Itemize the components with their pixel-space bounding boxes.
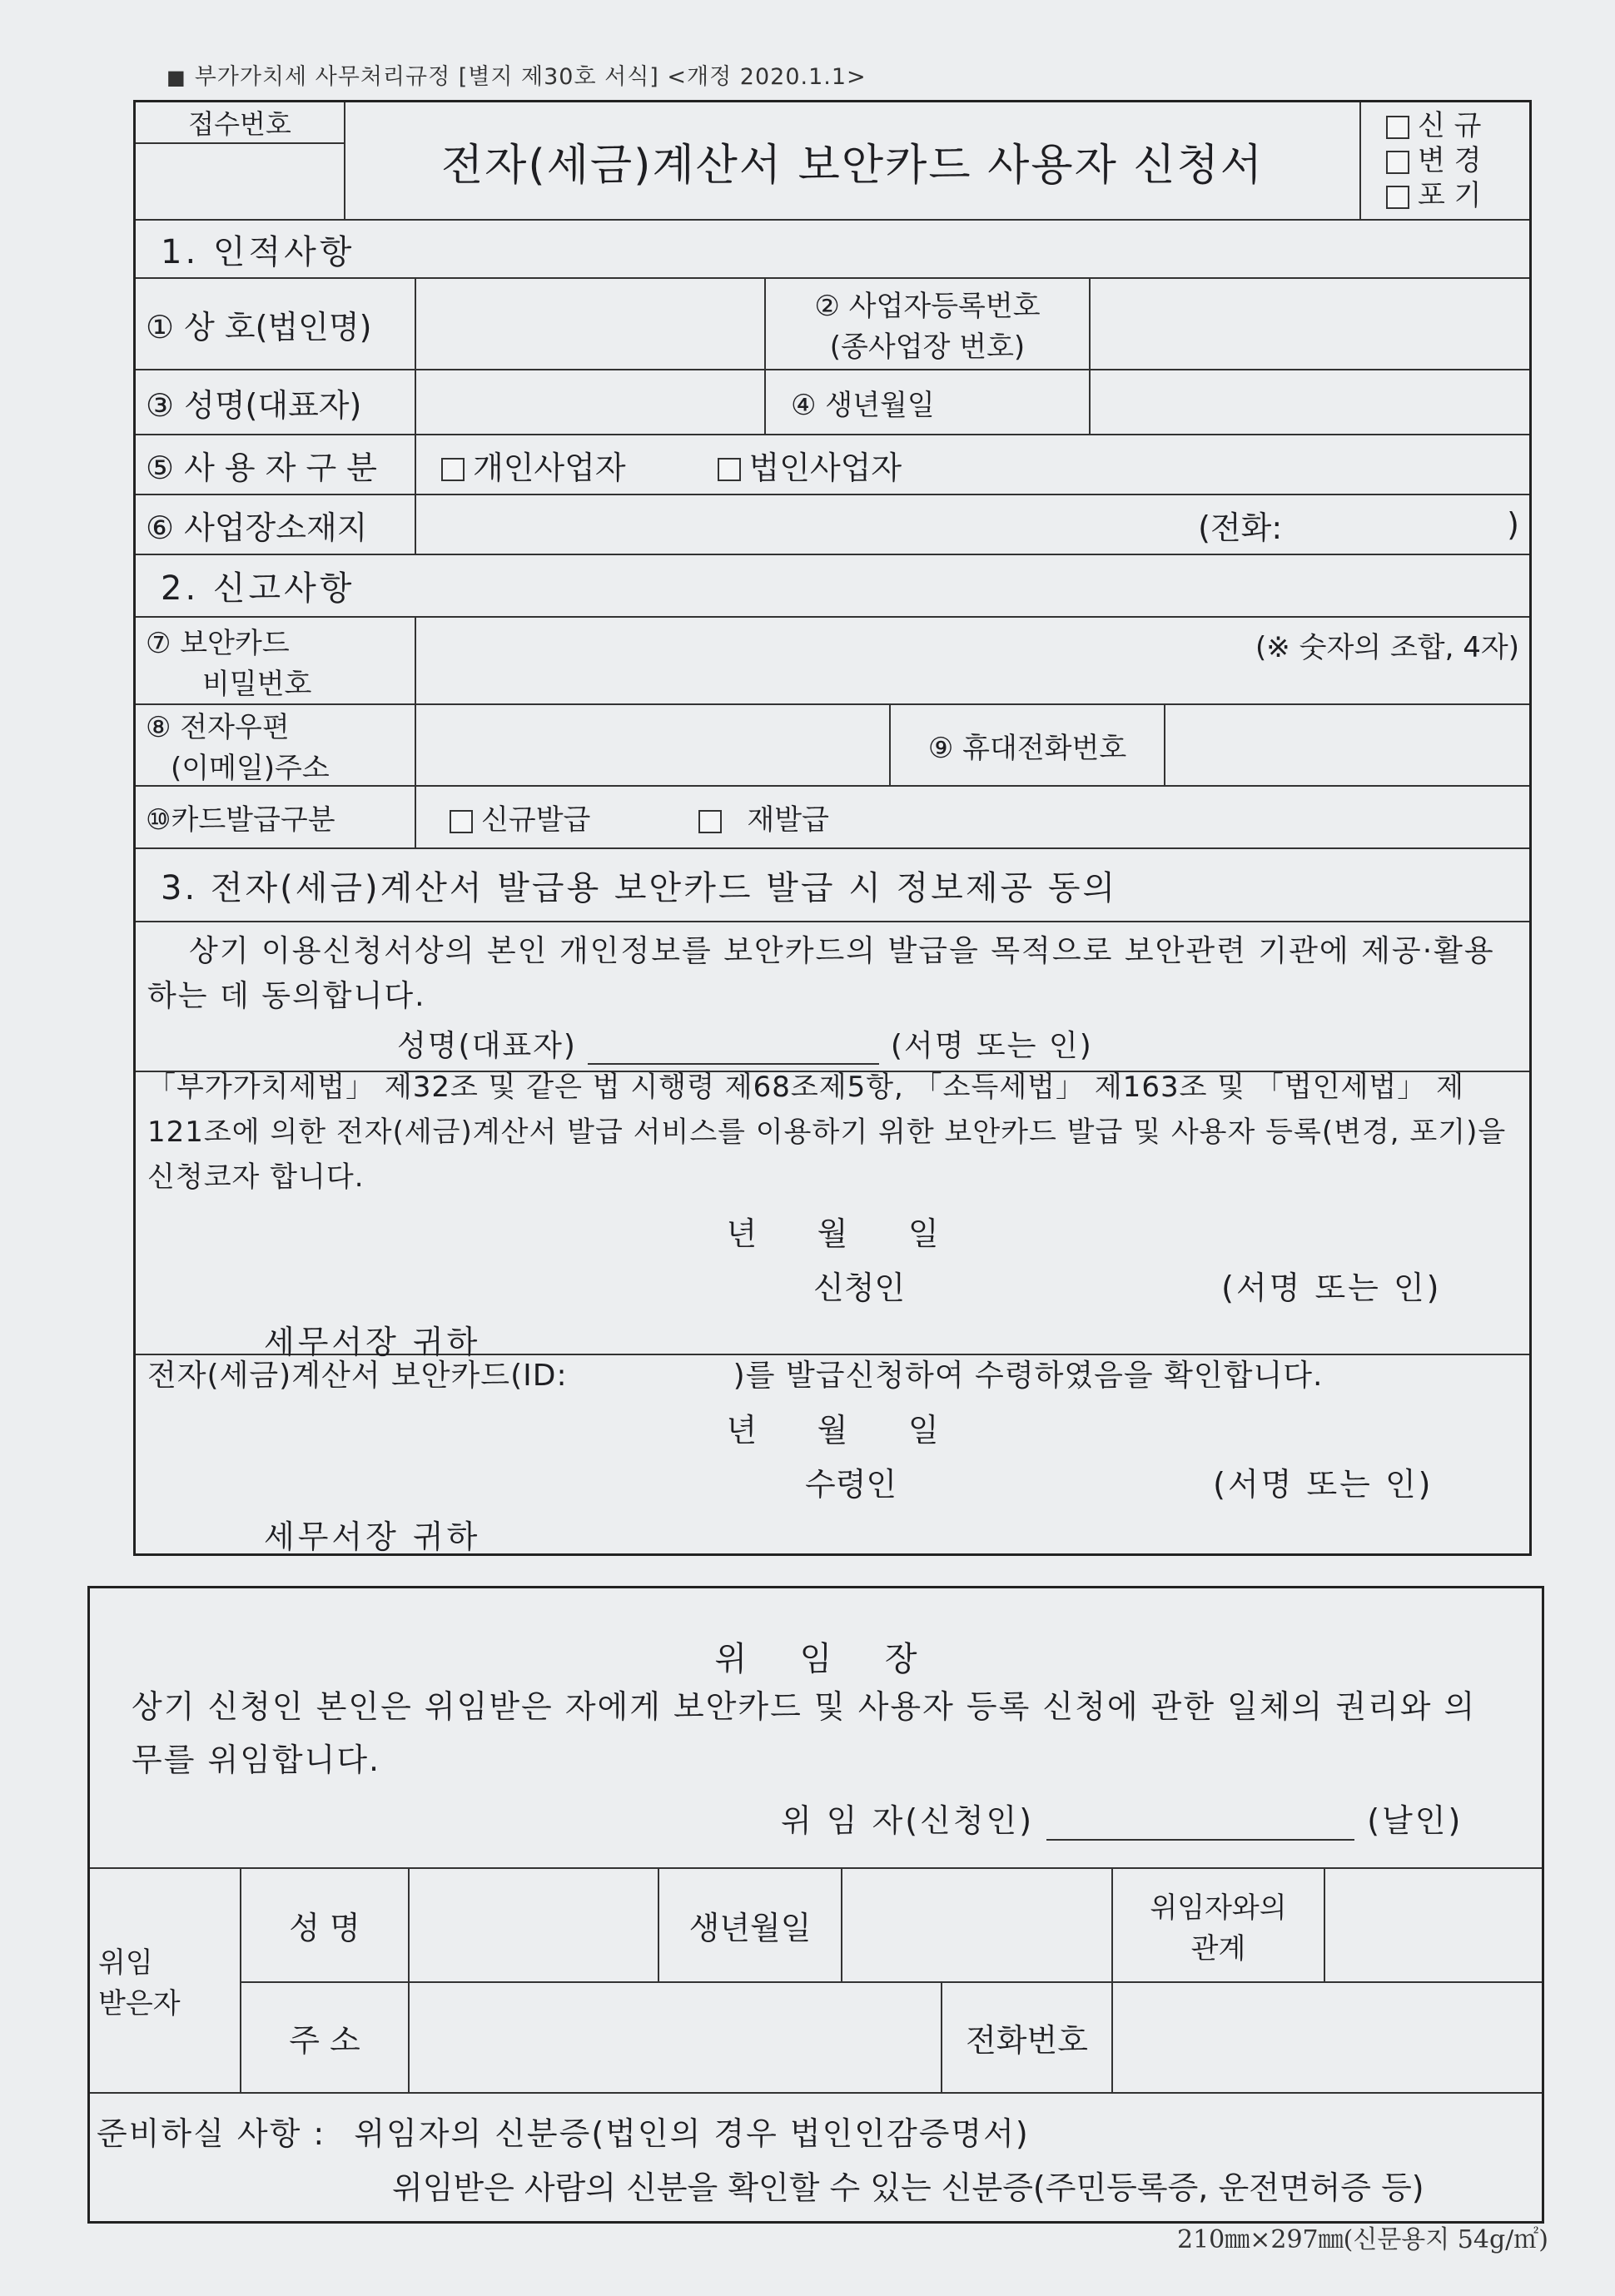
applicant-sign[interactable]: (서명 또는 인) <box>1221 1269 1442 1306</box>
preparation-row <box>90 2092 1542 2221</box>
receiver-label: 수령인 <box>805 1466 897 1503</box>
option-individual[interactable]: 개인사업자 <box>441 442 626 488</box>
receiver-sign[interactable]: (서명 또는 인) <box>1213 1466 1434 1503</box>
preparation-block <box>90 2094 1542 2221</box>
request-type-options <box>1359 102 1529 219</box>
preparation-line1 <box>97 2108 1030 2154</box>
name-row <box>136 369 1529 434</box>
delegatee-birth-input[interactable] <box>841 1869 1111 1981</box>
checkbox-corporate[interactable] <box>718 458 741 481</box>
paper-size-note: 210㎜×297㎜(신문용지 54g/㎡) <box>1176 2225 1548 2254</box>
consent-signature: 성명(대표자) (서명 또는 인) <box>397 1028 1093 1063</box>
address-input[interactable]: (전화: ) <box>415 495 1529 554</box>
option-new[interactable]: 신 규 <box>1386 108 1482 143</box>
receipt-number-label: 접수번호 <box>136 102 344 144</box>
issue-options <box>415 787 1529 847</box>
receipt-addressee: 세무서장 귀하 <box>264 1518 481 1555</box>
application-addressee: 세무서장 귀하 <box>264 1323 481 1360</box>
delegation-form <box>87 1586 1544 2224</box>
company-row <box>136 277 1529 369</box>
delegatee-rows <box>90 1867 1542 2092</box>
usertype-row <box>136 434 1529 494</box>
consent-text: 상기 이용신청서상의 본인 개인정보를 보안카드의 발급을 목적으로 보안관련 기관에 제공·활용하는 데 동의합니다. <box>147 933 1495 1013</box>
delegatee-table <box>240 1869 1542 2092</box>
bullet-icon: ■ <box>166 66 186 89</box>
checkbox-reissue[interactable] <box>698 810 722 833</box>
section2-header <box>136 554 1529 616</box>
option-reissue[interactable]: 재발급 <box>698 797 829 837</box>
company-input[interactable] <box>415 279 764 369</box>
delegator-sign-line[interactable] <box>1046 1809 1354 1841</box>
phone-label: (전화: <box>1198 509 1283 546</box>
preparation-item2: 위임받은 사람의 신분을 확인할 수 있는 신분증(주민등록증, 운전면허증 등) <box>392 2169 1424 2206</box>
receipt-text: 전자(세금)계산서 보안카드(ID: )를 발급신청하여 수령하였음을 확인합니다. <box>147 1359 1324 1393</box>
delegatee-address-label: 주 소 <box>289 2022 360 2059</box>
delegatee-name-label: 성 명 <box>289 1910 360 1946</box>
email-input[interactable] <box>415 705 889 785</box>
checkbox-individual[interactable] <box>441 458 465 481</box>
delegator-line: 위 임 자(신청인) (날인) <box>781 1802 1463 1839</box>
delegatee-relation-input[interactable] <box>1324 1869 1542 1981</box>
checkbox-new-issue[interactable] <box>450 810 473 833</box>
applicant-line <box>147 1262 1518 1308</box>
option-change[interactable]: 변 경 <box>1386 143 1482 178</box>
application-text: 「부가가치세법」 제32조 및 같은 법 시행령 제68조제5항, 「소득세법」 제163조 및 「법인세법」 제121조에 의한 전자(세금)계산서 발급 서비스를 이용하기 위한 보안카드 발급 및 사용자 등록(변경, 포기)을 신청코자 합니다. <box>147 1070 1507 1194</box>
consent-sign-line[interactable] <box>588 1033 879 1065</box>
section2-title: 2. 신고사항 <box>161 569 355 608</box>
issue-row <box>136 785 1529 847</box>
section1-header <box>136 219 1529 277</box>
address-label: ⑥ 사업장소재지 <box>146 509 368 546</box>
mobile-label: ⑨ 휴대전화번호 <box>889 705 1164 785</box>
receipt-row <box>136 1354 1529 1553</box>
application-form <box>133 100 1532 1556</box>
delegatee-birth-label: 생년월일 <box>658 1869 841 1981</box>
delegatee-name-input[interactable] <box>408 1869 658 1981</box>
delegatee-name-row <box>241 1869 1542 1981</box>
application-row <box>136 1070 1529 1360</box>
delegation-block <box>90 1588 1542 1867</box>
checkbox-waive[interactable] <box>1386 186 1409 209</box>
delegation-statement-row <box>90 1588 1542 1867</box>
receiver-line <box>147 1459 1518 1504</box>
pin-label: ⑦ 보안카드 비밀번호 <box>146 626 312 701</box>
title-row <box>136 102 1529 219</box>
delegatee-label: 위임 받은자 <box>98 1946 181 2020</box>
consent-row <box>136 921 1529 1071</box>
pin-note: (※ 숫자의 조합, 4자) <box>1255 631 1519 664</box>
mobile-input[interactable] <box>1164 705 1529 785</box>
checkbox-new[interactable] <box>1386 116 1409 139</box>
address-row <box>136 494 1529 554</box>
company-label: ① 상 호(법인명) <box>146 308 372 345</box>
delegation-title: 위 임 장 <box>714 1639 917 1678</box>
application-block <box>136 1070 1529 1360</box>
form-reference: ■ 부가가치세 사무처리규정 [별지 제30호 서식] <개정 2020.1.1> <box>166 64 867 90</box>
option-waive[interactable]: 포 기 <box>1386 178 1482 213</box>
delegatee-address-input[interactable] <box>408 1983 941 2092</box>
delegatee-relation-label: 위임자와의 관계 <box>1111 1869 1324 1981</box>
pin-row <box>136 616 1529 703</box>
preparation-item1: 위임자의 신분증(법인의 경우 법인인감증명서) <box>354 2115 1030 2152</box>
consent-block <box>136 922 1529 1071</box>
bizno-label: ② 사업자등록번호 (종사업장 번호) <box>764 279 1089 369</box>
name-input[interactable] <box>415 370 764 434</box>
delegatee-address-row <box>241 1981 1542 2092</box>
issue-label: ⑩카드발급구분 <box>146 803 335 837</box>
preparation-label: 준비하실 사항 : <box>97 2115 326 2152</box>
option-corporate[interactable]: 법인사업자 <box>718 442 902 488</box>
name-label: ③ 성명(대표자) <box>146 386 362 424</box>
receipt-number-cell <box>136 102 344 219</box>
checkbox-change[interactable] <box>1386 151 1409 174</box>
pin-input[interactable] <box>415 618 1529 703</box>
section3-header <box>136 847 1529 921</box>
application-date[interactable]: 년 월 일 <box>726 1215 939 1252</box>
receipt-block <box>136 1355 1529 1553</box>
birth-input[interactable] <box>1089 370 1529 434</box>
usertype-label: ⑤ 사 용 자 구 분 <box>146 449 378 486</box>
receipt-date[interactable]: 년 월 일 <box>726 1412 939 1449</box>
form-title: 전자(세금)계산서 보안카드 사용자 신청서 <box>344 102 1359 219</box>
delegatee-phone-input[interactable] <box>1111 1983 1542 2092</box>
usertype-options <box>415 435 1529 494</box>
option-new-issue[interactable]: 신규발급 <box>450 797 590 837</box>
section3-title: 3. 전자(세금)계산서 발급용 보안카드 발급 시 정보제공 동의 <box>161 868 1118 907</box>
section1-title: 1. 인적사항 <box>161 232 355 271</box>
receipt-number-field[interactable] <box>136 144 344 219</box>
birth-label: ④ 생년월일 <box>764 370 1089 434</box>
applicant-label: 신청인 <box>813 1269 906 1306</box>
bizno-input[interactable] <box>1089 279 1529 369</box>
delegatee-phone-label: 전화번호 <box>941 1983 1111 2092</box>
email-row <box>136 703 1529 785</box>
delegation-text: 상기 신청인 본인은 위임받은 자에게 보안카드 및 사용자 등록 신청에 관한 일체의 권리와 의무를 위임합니다. <box>132 1687 1477 1778</box>
email-label: ⑧ 전자우편 (이메일)주소 <box>146 711 330 785</box>
